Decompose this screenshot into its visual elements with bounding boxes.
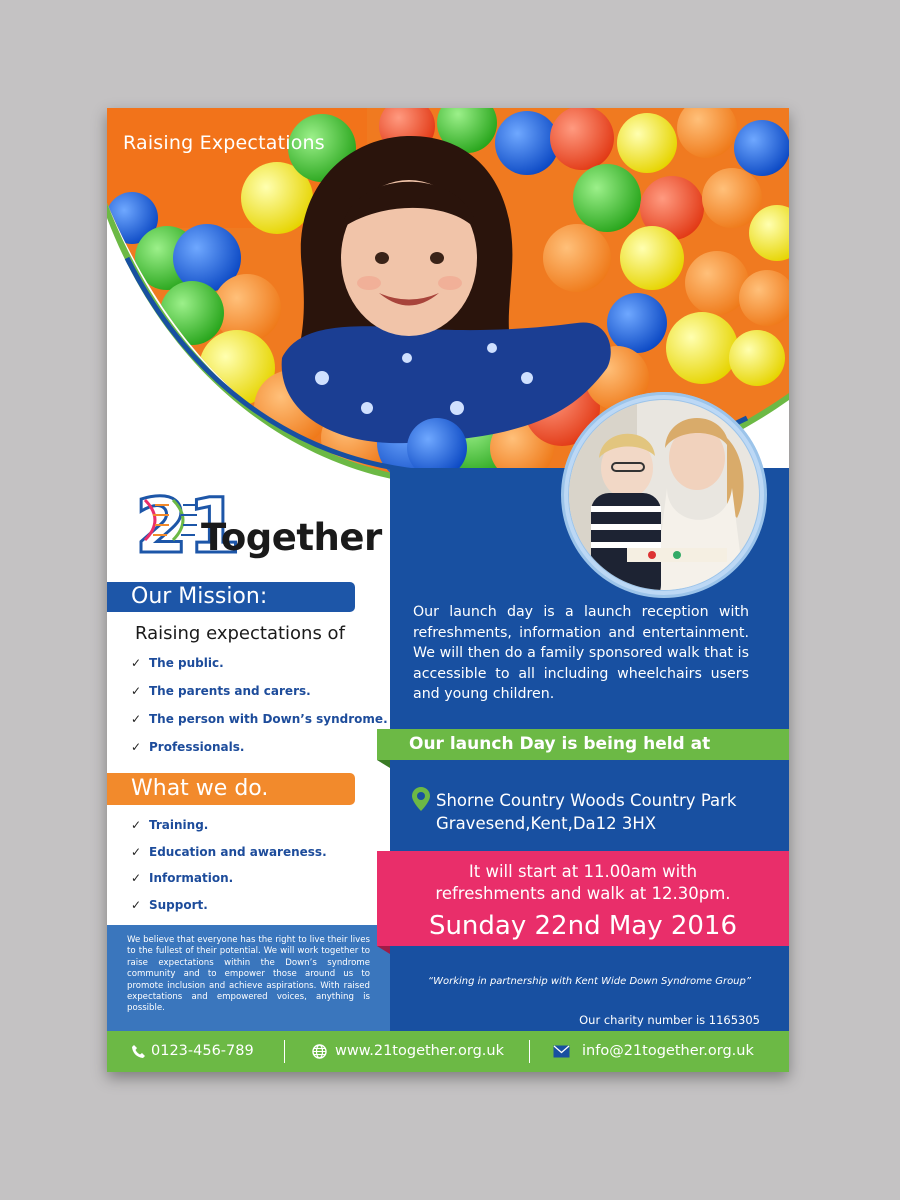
- list-item: ✓ The person with Down’s syndrome.: [131, 712, 388, 726]
- check-icon: ✓: [131, 897, 142, 912]
- logo-wordmark: Together: [201, 516, 382, 559]
- mission-heading: Our Mission:: [131, 584, 268, 609]
- belief-box: [107, 925, 390, 1031]
- list-item: ✓ Professionals.: [131, 740, 245, 754]
- mission-list: [131, 656, 391, 768]
- check-icon: ✓: [131, 818, 142, 832]
- contact-footer: [107, 1031, 789, 1072]
- whatwedo-list: [131, 818, 391, 924]
- mission-heading-bar: [107, 582, 355, 612]
- check-icon: ✓: [131, 712, 142, 726]
- phone-link[interactable]: 0123-456-789: [151, 1043, 254, 1059]
- ribbon-fold: [377, 760, 390, 768]
- venue-name: Shorne Country Woods Country Park: [436, 791, 737, 810]
- whatwedo-heading: What we do.: [131, 776, 269, 801]
- mission-subheading: Raising expectations of: [135, 623, 345, 644]
- partnership-note: “Working in partnership with Kent Wide Down Syndrome Group”: [427, 976, 752, 987]
- venue-town: Gravesend,Kent,Da12 3HX: [436, 814, 657, 833]
- location-pin-icon: [412, 787, 430, 811]
- event-date: Sunday 22nd May 2016: [428, 911, 738, 941]
- email-link[interactable]: info@21together.org.uk: [582, 1043, 754, 1059]
- intro-text: Our launch day is a launch reception with refreshments, information and entertainment. We will then do a family sponsored walk that is accessible to all including wheelchairs users and young children.: [413, 604, 749, 702]
- venue-address: [436, 789, 736, 835]
- list-item: ✓ The parents and carers.: [131, 684, 311, 698]
- divider: [284, 1040, 285, 1063]
- tagline: Raising Expectations: [123, 132, 325, 154]
- event-timing: It will start at 11.00am with refreshments and walk at 12.30pm.: [435, 862, 731, 903]
- event-timing-box: [377, 851, 789, 946]
- check-icon: ✓: [131, 740, 142, 754]
- check-icon: ✓: [131, 844, 142, 859]
- divider: [529, 1040, 530, 1063]
- whatwedo-heading-bar: [107, 773, 355, 805]
- charity-number: Our charity number is 1165305: [579, 1013, 760, 1027]
- list-item: ✓ Support.: [131, 897, 208, 912]
- logo-number: 21: [135, 481, 241, 564]
- launch-heading: Our launch Day is being held at: [409, 734, 711, 754]
- launch-heading-bar: [377, 729, 789, 760]
- email-icon: [553, 1044, 570, 1059]
- check-icon: ✓: [131, 684, 142, 698]
- check-icon: ✓: [131, 656, 142, 670]
- list-item: ✓ The public.: [131, 656, 224, 670]
- list-item: ✓ Education and awareness.: [131, 844, 327, 859]
- list-item: ✓ Training.: [131, 818, 209, 832]
- flyer: [107, 108, 789, 1072]
- phone-icon: [131, 1044, 146, 1059]
- list-item: ✓ Information.: [131, 871, 234, 885]
- ribbon-fold: [377, 946, 390, 954]
- belief-text: We believe that everyone has the right to live their lives to the fullest of their potential. We will work together to raise expectations within the Down’s syndrome community and to empower those around us to promote inclusion and achieve aspirations. With raised expectations and empowered voices, anything is possible.: [127, 935, 370, 1014]
- website-link[interactable]: www.21together.org.uk: [335, 1043, 505, 1059]
- globe-icon: [312, 1044, 327, 1059]
- children-photo: [557, 388, 772, 603]
- check-icon: ✓: [131, 871, 142, 885]
